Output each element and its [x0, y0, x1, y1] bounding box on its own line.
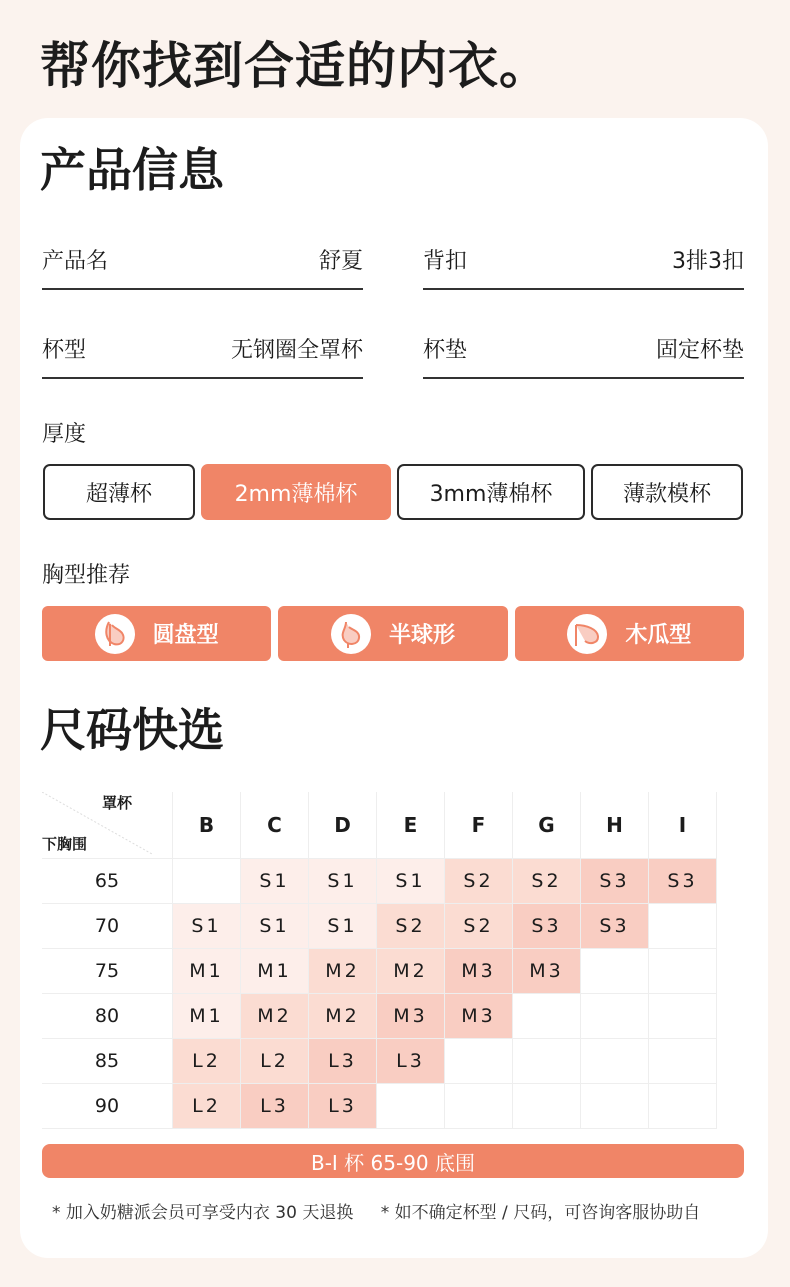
empty-size-cell — [649, 994, 717, 1039]
shape-option-hemisphere[interactable] — [278, 606, 507, 661]
empty-size-cell — [649, 1084, 717, 1129]
size-cell-label: S1 — [395, 870, 426, 892]
thickness-option-3mm[interactable]: 3mm薄棉杯 — [397, 464, 585, 520]
size-cell[interactable] — [513, 949, 581, 994]
band-header: 65 — [42, 859, 173, 904]
size-cell[interactable] — [649, 859, 717, 904]
round-breast-shape-icon — [95, 614, 135, 654]
shape-option-papaya[interactable] — [515, 606, 744, 661]
hemisphere-breast-shape-icon — [331, 614, 371, 654]
size-cell-label: M2 — [325, 1005, 360, 1027]
info-label: 背扣 — [423, 248, 468, 274]
size-cell-label: S1 — [327, 915, 358, 937]
size-cell[interactable] — [173, 1084, 241, 1129]
footnotes — [52, 1198, 746, 1228]
cup-header: F — [445, 792, 513, 859]
size-cell-label: S3 — [531, 915, 562, 937]
size-cell-label: M2 — [325, 960, 360, 982]
size-cell-label: S3 — [599, 870, 630, 892]
size-cell-label: L3 — [396, 1050, 425, 1072]
size-cell[interactable] — [241, 1039, 309, 1084]
size-range-bar: B-I 杯 65-90 底围 — [42, 1144, 744, 1178]
info-row-back-hook — [423, 230, 744, 290]
size-cell[interactable] — [173, 949, 241, 994]
size-cell-label: M3 — [393, 1005, 428, 1027]
size-row-75 — [42, 949, 717, 994]
band-header: 70 — [42, 904, 173, 949]
footnote-return-policy: * 加入奶糖派会员可享受内衣 30 天退换 — [52, 1203, 354, 1223]
cup-header: I — [649, 792, 717, 859]
size-cell[interactable] — [173, 994, 241, 1039]
info-value: 舒夏 — [318, 248, 363, 274]
info-row-product-name — [42, 230, 363, 290]
size-cell[interactable] — [377, 1039, 445, 1084]
size-cell-label: S1 — [259, 870, 290, 892]
papaya-breast-shape-icon — [567, 614, 607, 654]
size-cell[interactable] — [241, 1084, 309, 1129]
band-header: 85 — [42, 1039, 173, 1084]
band-header: 90 — [42, 1084, 173, 1129]
size-cell[interactable] — [377, 859, 445, 904]
empty-size-cell — [581, 994, 649, 1039]
size-cell-label: S2 — [395, 915, 426, 937]
empty-size-cell — [649, 949, 717, 994]
size-cell[interactable] — [377, 994, 445, 1039]
size-cell-label: S2 — [463, 870, 494, 892]
cup-header: E — [377, 792, 445, 859]
size-cell[interactable] — [309, 949, 377, 994]
table-corner-header — [42, 792, 173, 859]
size-cell[interactable] — [445, 994, 513, 1039]
page-headline: 帮你找到合适的内衣。 — [40, 37, 550, 95]
size-chart-table — [42, 792, 717, 1129]
cup-header: D — [309, 792, 377, 859]
size-cell[interactable] — [241, 949, 309, 994]
size-cell[interactable] — [309, 904, 377, 949]
size-cell[interactable] — [377, 904, 445, 949]
size-cell-label: S3 — [667, 870, 698, 892]
band-header: 80 — [42, 994, 173, 1039]
corner-band-label: 下胸围 — [42, 835, 88, 853]
thickness-option-2mm[interactable]: 2mm薄棉杯 — [201, 464, 391, 520]
shape-option-round[interactable] — [42, 606, 271, 661]
size-row-90 — [42, 1084, 717, 1129]
size-cell[interactable] — [173, 904, 241, 949]
size-cell[interactable] — [309, 859, 377, 904]
size-cell[interactable] — [241, 904, 309, 949]
size-cell[interactable] — [173, 1039, 241, 1084]
size-cell-label: L3 — [328, 1095, 357, 1117]
corner-cup-label: 罩杯 — [101, 794, 132, 812]
size-cell-label: M3 — [529, 960, 564, 982]
size-cell[interactable] — [309, 1039, 377, 1084]
footnote-size-help: * 如不确定杯型 / 尺码，可咨询客服协助自 — [380, 1203, 701, 1223]
size-cell-label: S2 — [463, 915, 494, 937]
size-cell-label: L2 — [260, 1050, 289, 1072]
size-cell-label: S2 — [531, 870, 562, 892]
size-cell[interactable] — [581, 904, 649, 949]
size-cell[interactable] — [309, 1084, 377, 1129]
info-label: 杯垫 — [423, 337, 468, 363]
cup-header: G — [513, 792, 581, 859]
info-row-cup-pad — [423, 319, 744, 379]
empty-size-cell — [649, 1039, 717, 1084]
size-cell-label: L3 — [328, 1050, 357, 1072]
empty-size-cell — [513, 994, 581, 1039]
size-cell[interactable] — [513, 904, 581, 949]
size-cell[interactable] — [445, 949, 513, 994]
size-cell-label: L3 — [260, 1095, 289, 1117]
shape-label: 圆盘型 — [152, 623, 219, 648]
thickness-label: 厚度 — [42, 422, 87, 447]
size-cell[interactable] — [581, 859, 649, 904]
size-cell-label: M3 — [461, 1005, 496, 1027]
info-label: 杯型 — [42, 337, 87, 363]
size-row-65 — [42, 859, 717, 904]
product-info-title: 产品信息 — [40, 143, 224, 197]
size-cell-label: M2 — [257, 1005, 292, 1027]
product-card — [20, 118, 768, 1258]
size-cell-label: M1 — [189, 960, 224, 982]
shape-label: 木瓜型 — [625, 623, 692, 648]
info-value: 3排3扣 — [672, 248, 744, 274]
empty-size-cell — [445, 1084, 513, 1129]
size-cell[interactable] — [513, 859, 581, 904]
empty-size-cell — [581, 1039, 649, 1084]
size-cell-label: M2 — [393, 960, 428, 982]
thickness-option-molded[interactable]: 薄款模杯 — [591, 464, 743, 520]
empty-size-cell — [513, 1084, 581, 1129]
size-cell-label: S3 — [599, 915, 630, 937]
empty-size-cell — [581, 1084, 649, 1129]
breast-shape-label: 胸型推荐 — [42, 563, 131, 588]
thickness-option-ultra-thin[interactable]: 超薄杯 — [43, 464, 195, 520]
size-row-70 — [42, 904, 717, 949]
empty-size-cell — [445, 1039, 513, 1084]
size-row-85 — [42, 1039, 717, 1084]
size-cell-label: L2 — [192, 1050, 221, 1072]
size-cell-label: S1 — [259, 915, 290, 937]
empty-size-cell — [513, 1039, 581, 1084]
size-cell[interactable] — [309, 994, 377, 1039]
cup-header: H — [581, 792, 649, 859]
size-cell[interactable] — [241, 994, 309, 1039]
size-cell-label: S1 — [191, 915, 222, 937]
size-cell[interactable] — [445, 859, 513, 904]
size-cell[interactable] — [241, 859, 309, 904]
info-label: 产品名 — [42, 248, 109, 274]
size-cell-label: S1 — [327, 870, 358, 892]
size-cell[interactable] — [445, 904, 513, 949]
empty-size-cell — [649, 904, 717, 949]
size-cell-label: M1 — [189, 1005, 224, 1027]
cup-header: C — [241, 792, 309, 859]
size-cell-label: L2 — [192, 1095, 221, 1117]
size-chart-title: 尺码快选 — [40, 703, 224, 757]
cup-header: B — [173, 792, 241, 859]
cup-header-row — [42, 792, 717, 859]
size-cell-label: M1 — [257, 960, 292, 982]
empty-size-cell — [173, 859, 241, 904]
info-row-cup-type — [42, 319, 363, 379]
info-value: 无钢圈全罩杯 — [230, 337, 363, 363]
size-cell[interactable] — [377, 949, 445, 994]
info-value: 固定杯垫 — [655, 337, 744, 363]
thickness-options — [43, 464, 745, 520]
size-cell-label: M3 — [461, 960, 496, 982]
shape-label: 半球形 — [388, 623, 455, 648]
empty-size-cell — [581, 949, 649, 994]
band-header: 75 — [42, 949, 173, 994]
empty-size-cell — [377, 1084, 445, 1129]
size-row-80 — [42, 994, 717, 1039]
breast-shape-options — [42, 606, 744, 661]
